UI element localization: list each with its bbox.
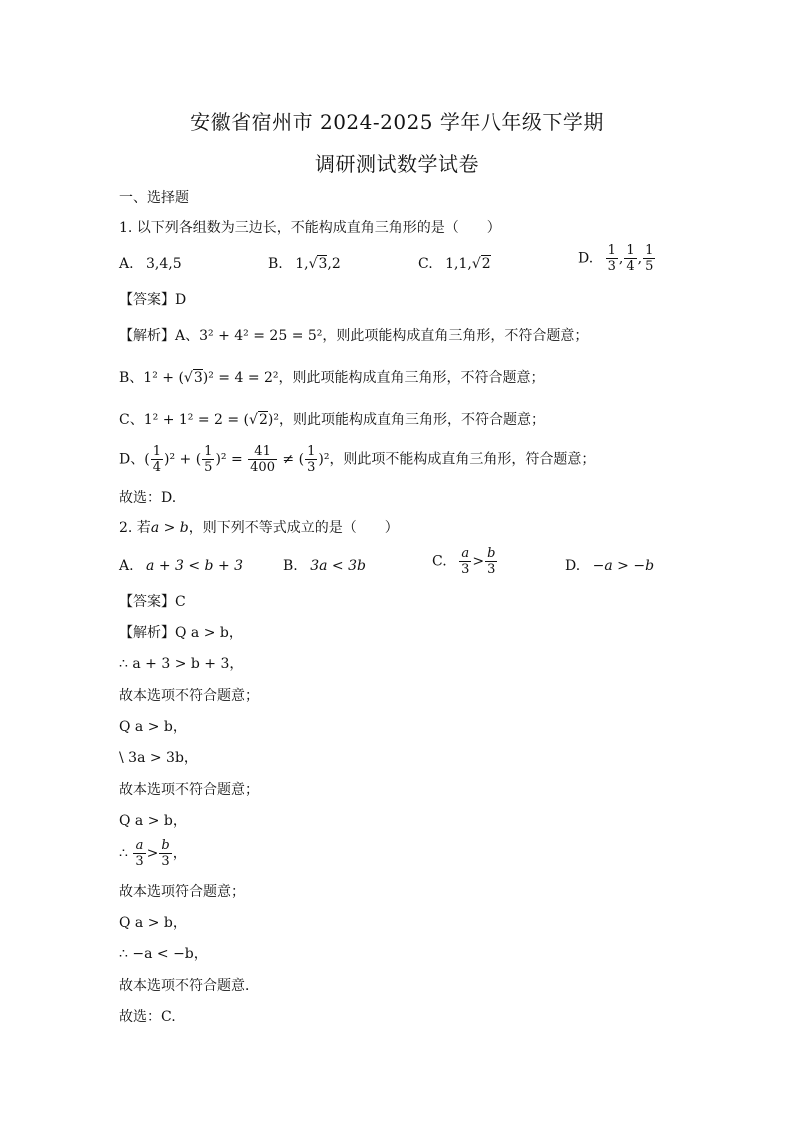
q1-option-b-pre: 1, [295,256,309,272]
numerator: 41 [248,444,277,460]
numerator: a [459,546,471,562]
q2-conclusion: 故选：C. [119,1009,176,1025]
q2-option-c-label: C. [432,553,447,570]
denominator: 4 [626,259,635,274]
analysis-head: B、 [119,370,144,386]
denominator: 5 [204,460,213,475]
q2-option-b [283,556,366,576]
question-1-stem: 1. 以下列各组数为三边长，不能构成直角三角形的是（ ） [119,220,501,236]
fraction [606,243,618,274]
analysis-head: D、 [119,451,145,468]
q2-step-line: 故本选项不符合题意． [119,978,259,994]
q2-step-line: ∴ a + 3 > b + 3， [119,656,244,672]
q2-stem-post: ，则下列不等式成立的是（ ） [188,520,399,536]
fraction [159,838,171,869]
q1-option-c-radicand: 2 [481,256,491,272]
q2-step-fraction-line: ∴ $\frac{a}{3}$ > $\frac{b}{3}$ ， [119,838,187,869]
q2-stem-pre: 2. 若 [119,520,151,536]
analysis-text: ，则此项不能构成直角三角形，符合题意； [329,451,596,468]
q1-conclusion: 故选：D. [119,490,177,506]
analysis-head: 【解析】A、 [119,328,200,344]
math-expression: 3² + 4² = 25 = 5² [199,328,323,344]
numerator: 1 [607,243,616,258]
math-radicand: 2 [258,412,268,428]
q1-option-d-label: D. [578,250,594,267]
analysis-text: ，则此项能构成直角三角形，不符合题意； [278,370,545,386]
denominator: 400 [250,460,275,475]
math-radicand: 3 [193,370,203,386]
question-2-stem [119,518,399,538]
q2-option-d-value: −a > −b [592,558,655,574]
denominator: 3 [135,854,144,869]
document-title-line2: 调研测试数学试卷 [315,152,479,176]
q2-option-d [565,556,654,576]
fraction [248,444,277,475]
q2-option-a-value: a + 3 < b + 3 [146,558,244,574]
q2-step-line: 故本选项不符合题意； [119,782,259,798]
q2-answer: 【答案】C [119,594,186,610]
math-expression-pre: 1² + 1² = 2 = ( [143,412,250,428]
denominator: 3 [161,854,170,869]
q2-option-c: C. $\frac{a}{3}$ > $\frac{b}{3}$ [432,546,496,577]
math-expression-post: )² [267,412,279,428]
q1-option-d: D. $\frac{1}{3}$ , $\frac{1}{4}$ , $\frac{1}{5}$ [578,243,654,274]
q2-step-line: 故本选项不符合题意； [119,688,259,704]
sqrt-symbol: √ [249,412,258,428]
fraction [624,243,636,274]
analysis-head: C、 [119,412,144,428]
q1-analysis-d: D、( $\frac{1}{4}$ )² + ( $\frac{1}{5}$ )² = $\frac{41}{400}$ ≠ ( $\frac{1}{3}$ )²，则此项不能构成直角三角形，符合题意； [119,444,596,475]
q2-step-line: 故本选项符合题意； [119,884,245,900]
math-expression-post: )² = 4 = 2² [202,370,279,386]
q2-step-line: ∴ −a < −b， [119,946,208,962]
fraction [643,243,655,274]
q1-option-a-label: A. [119,256,134,272]
fraction [485,546,497,577]
analysis-text: ，则此项能构成直角三角形，不符合题意； [278,412,545,428]
numerator: b [161,838,170,853]
numerator: 1 [152,444,161,459]
denominator: 4 [152,460,161,475]
document-title-line1: 安徽省宿州市 2024-2025 学年八年级下学期 [190,110,604,134]
q2-option-b-label: B. [283,558,298,574]
numerator: 1 [307,444,316,459]
fraction [133,838,145,869]
analysis-text: ，则此项能构成直角三角形，不符合题意； [322,328,589,344]
denominator: 3 [607,259,616,274]
q1-analysis-a [119,326,588,346]
q2-step-line: Q a > b， [119,719,187,735]
q1-option-b [268,254,341,274]
numerator: 1 [204,444,213,459]
q1-analysis-c [119,410,545,430]
denominator: 5 [645,259,654,274]
q1-analysis-b [119,368,545,388]
q2-option-b-value: 3a < 3b [310,558,366,574]
q2-step-line: Q a > b， [119,915,187,931]
sqrt-symbol: √ [183,370,193,386]
q1-option-c [418,254,491,274]
denominator: 3 [461,562,470,577]
q2-stem-math: a > b [150,520,189,536]
q1-option-b-post: ,2 [327,256,341,272]
section-heading: 一、选择题 [119,190,189,206]
numerator: 1 [645,243,654,258]
fraction [151,444,163,475]
numerator: a [133,838,145,854]
q2-step-line: Q a > b， [119,813,187,829]
q2-step-line: 【解析】Q a > b， [119,625,243,641]
q1-option-a-value: 3,4,5 [146,256,182,272]
math-expression-pre: 1² + ( [143,370,184,386]
numerator: b [487,546,496,561]
q1-answer: 【答案】D [119,292,187,308]
fraction [202,444,214,475]
sqrt-symbol: √ [308,256,318,272]
q2-option-a [119,556,243,576]
q2-option-d-label: D. [565,558,581,574]
q1-option-b-radicand: 3 [318,256,328,272]
q1-option-c-label: C. [418,256,433,272]
q1-option-a [119,254,182,274]
q1-option-c-pre: 1,1, [445,256,472,272]
denominator: 3 [307,460,316,475]
numerator: 1 [626,243,635,258]
fraction [305,444,317,475]
q2-step-line: \ 3a > 3b， [119,750,198,766]
sqrt-symbol: √ [471,256,481,272]
fraction [459,546,471,577]
q2-option-a-label: A. [119,558,134,574]
q1-option-b-label: B. [268,256,283,272]
therefore-symbol: ∴ [119,845,128,862]
denominator: 3 [487,562,496,577]
